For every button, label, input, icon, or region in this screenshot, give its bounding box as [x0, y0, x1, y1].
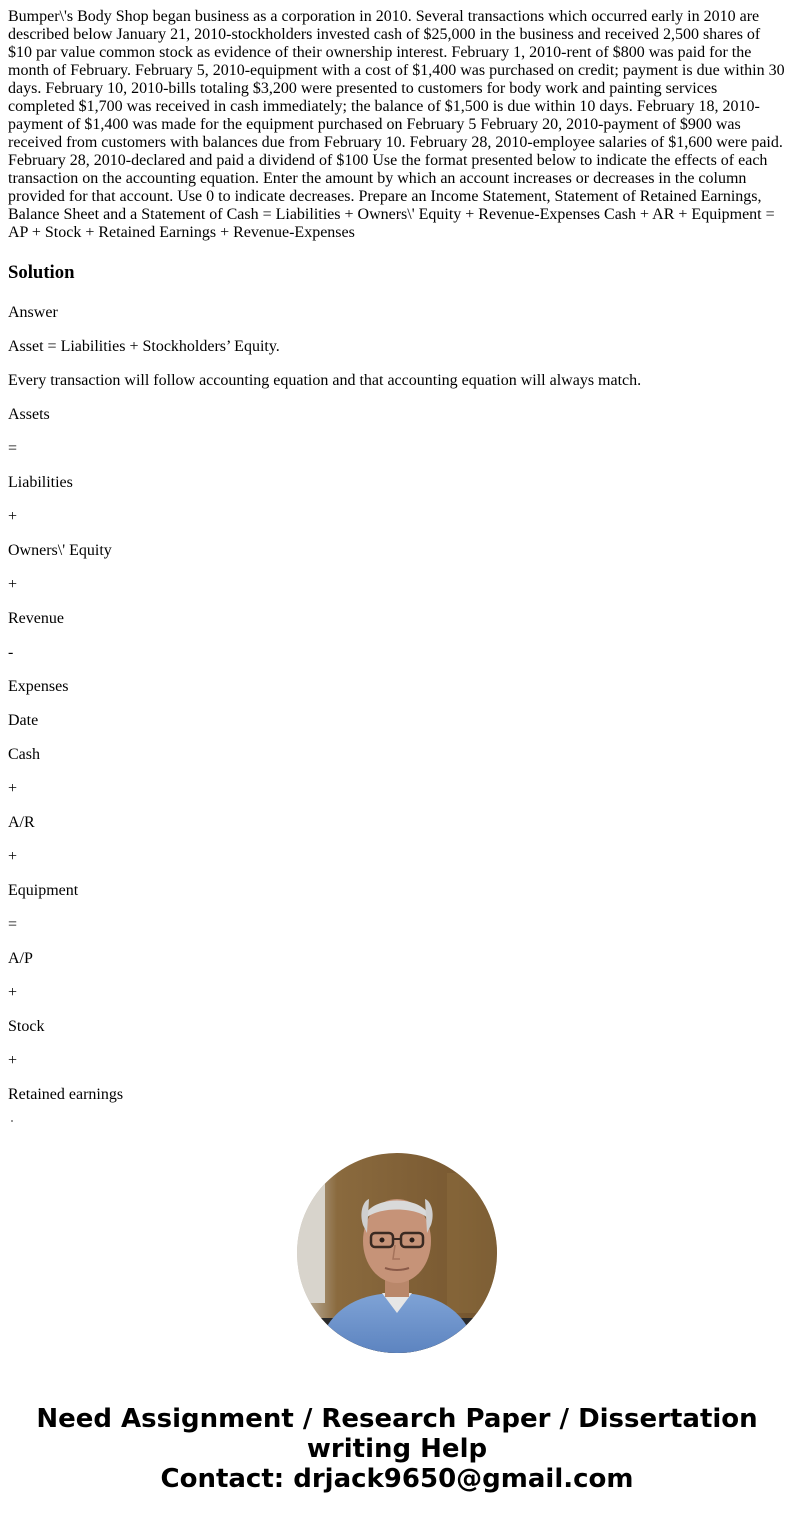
solution-line: Liabilities	[8, 474, 73, 491]
solution-line: Revenue	[8, 610, 64, 627]
question-text: Bumper\'s Body Shop began business as a corporation in 2010. Several transactions which occurred early in 2010 are described below January 21, 2010-stockholders invested cash of $25,000 in the business and received 2,500 shares of $10 par value common stock as evidence of their ownership interest. February 1, 2010-rent of $800 was paid for the month of February. February 5, 2010-equipment with a cost of $1,400 was purchased on credit; payment is due within 30 days. February 10, 2010-bills totaling $3,200 were presented to customers for body work and painting services completed $1,700 was received in cash immediately; the balance of $1,500 is due within 10 days. February 18, 2010-payment of $1,400 was made for the equipment purchased on February 5 February 20, 2010-payment of $900 was received from customers with balances due from February 10. February 28, 2010-employee salaries of $1,600 were paid. February 28, 2010-declared and paid a dividend of $100 Use the format presented below to indicate the effects of each transaction on the accounting equation. Enter the amount by which an account increases or decreases in the column provided for that account. Use 0 to indicate decreases. Prepare an Income Statement, Statement of Retained Earnings, Balance Sheet and a Statement of Cash = Liabilities + Owners\' Equity + Revenue-Expenses Cash + AR + Equipment = AP + Stock + Retained Earnings + Revenue-Expenses	[8, 8, 785, 241]
solution-line: +	[8, 508, 18, 525]
solution-line: =	[8, 440, 18, 457]
solution-line: Expenses	[8, 678, 69, 695]
solution-line: +	[8, 780, 18, 797]
solution-line: Date	[8, 712, 39, 729]
solution-line: =	[8, 916, 18, 933]
promo-line-1: Need Assignment / Research Paper / Dissertation	[36, 1404, 758, 1434]
solution-line: Equipment	[8, 882, 79, 899]
solution-line: Cash	[8, 746, 40, 763]
solution-line: Stock	[8, 1018, 45, 1035]
solution-line: +	[8, 576, 18, 593]
solution-line: Asset = Liabilities + Stockholders’ Equity.	[8, 338, 280, 355]
document-body	[8, 8, 786, 1104]
solution-line: A/P	[8, 950, 33, 967]
solution-line: A/R	[8, 814, 35, 831]
truncated-content-mark	[11, 1120, 13, 1122]
author-photo-icon	[297, 1153, 497, 1353]
solution-line: Answer	[8, 304, 58, 321]
solution-line: Retained earnings	[8, 1086, 124, 1103]
solution-line: Every transaction will follow accounting equation and that accounting equation will always match.	[8, 372, 642, 389]
author-avatar	[297, 1153, 497, 1353]
solution-line: Owners\' Equity	[8, 542, 112, 559]
solution-line: +	[8, 848, 18, 865]
promo-banner	[0, 1404, 794, 1494]
solution-heading: Solution	[8, 262, 75, 283]
solution-line: +	[8, 1052, 18, 1069]
promo-line-2: writing Help	[306, 1434, 488, 1464]
solution-line: -	[8, 644, 14, 661]
solution-line: +	[8, 984, 18, 1001]
solution-line: Assets	[8, 406, 50, 423]
promo-contact: Contact: drjack9650@gmail.com	[160, 1464, 634, 1494]
